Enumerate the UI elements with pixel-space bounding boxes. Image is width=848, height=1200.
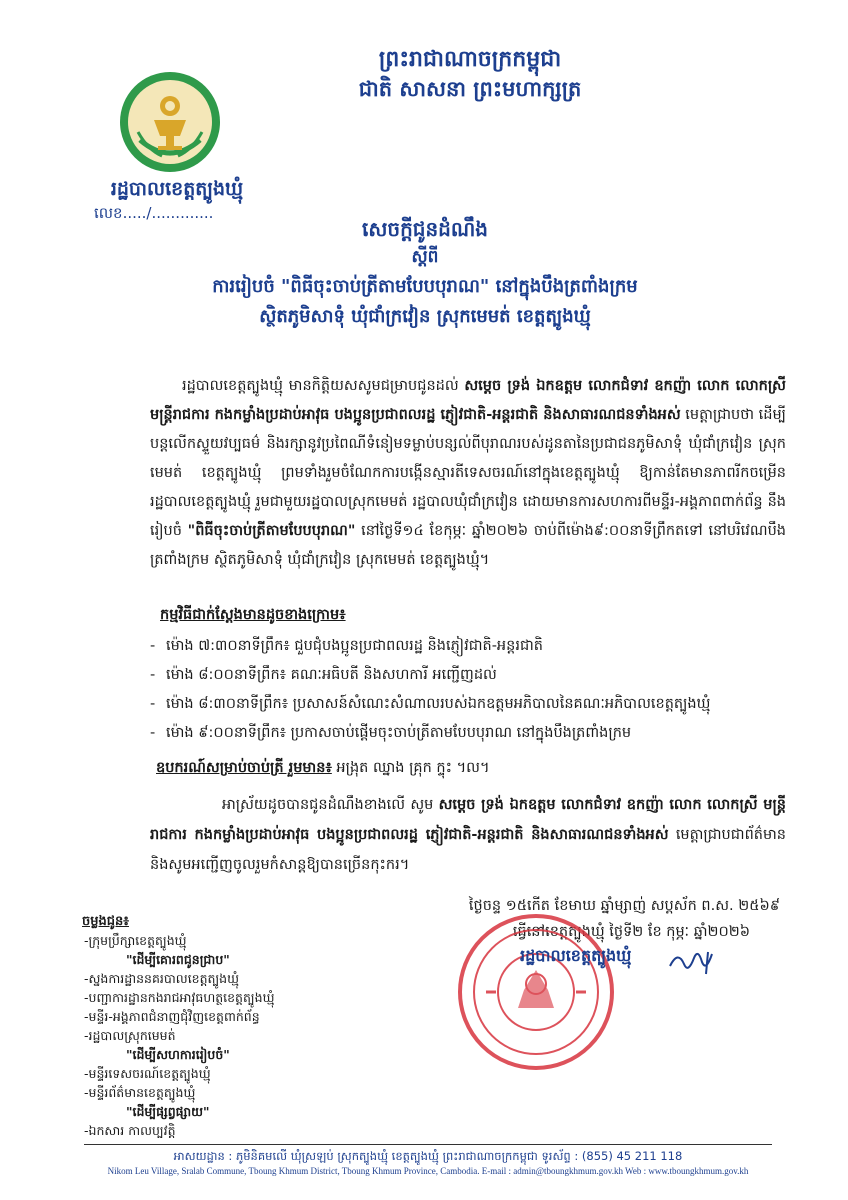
signatory-name: រដ្ឋបាលខេត្តត្បូងឃ្មុំ [520,946,632,965]
program-list [150,632,790,748]
program-item: - ម៉ោង ៨:៣០នាទីព្រឹក៖ ប្រសាសន៍សំណេះសំណាលរបស់ឯកឧត្តមអភិបាលនៃគណៈអភិបាលខេត្តត្បូងឃ្មុំ [150,696,711,712]
recipient-item: -ឯកសារ កាលប្បវត្តិ [84,1123,176,1138]
handwritten-signature [666,944,726,984]
body-addressees: សម្តេច ទ្រង់ ឯកឧត្តម លោកជំទាវ ឧកញ៉ា លោក លោកស្រី មន្ត្រីរាជការ កងកម្លាំងប្រដាប់អាវុធ បងប្អូនប្រជាពលរដ្ឋ ភ្ញៀវជាតិ-អន្តរជាតិ និងសាធារណជនទាំងអស់ [150,378,786,423]
equipment-line [156,754,490,782]
footer-address-khmer: អាសយដ្ឋាន : ភូមិនិគមលើ ឃុំស្រឡប់ ស្រុកត្បូងឃ្មុំ ខេត្តត្បូងឃ្មុំ ព្រះរាជាណាចក្រកម្ពុជា ទូរស័ព្ទ : (855) 45 211 118 [173,1149,683,1163]
program-item: - ម៉ោង ៩:០០នាទីព្រឹក៖ ប្រកាសចាប់ផ្តើមចុះចាប់ត្រីតាមបែបបុរាណ នៅក្នុងបឹងត្រពាំងក្រម [150,725,632,741]
solar-date: ធ្វើនៅខេត្តត្បូងឃ្មុំ ថ្ងៃទី២ ខែ កុម្ភៈ ឆ្នាំ២០២៦ [512,924,750,940]
closing-addressees: សម្តេច ទ្រង់ ឯកឧត្តម លោកជំទាវ ឧកញ៉ា លោក លោកស្រី មន្ត្រីរាជការ កងកម្លាំងប្រដាប់អាវុធ បងប្អូនប្រជាពលរដ្ឋ ភ្ញៀវជាតិ-អន្តរជាតិ និងសាធារណជនទាំងអស់ [150,797,786,843]
closing-request: មេត្តាជ្រាបជាព័ត៌មាន និងសូមអញ្ជើញចូលរួមកំសាន្តឱ្យបានច្រើនកុះករ។ [150,827,786,873]
recipient-group-label: "ដើម្បីគោរពជូនជ្រាប" [126,952,230,967]
equipment-items: អង្រុត ឈ្នាង គ្រុក ក្ទុះ ។ល។ [331,760,490,776]
recipient-item: -មន្ទីរ-អង្គភាពជំនាញជុំវិញខេត្តពាក់ព័ន្ធ [84,1009,260,1024]
kingdom-header [300,44,640,104]
recipient-group-label: "ដើម្បីផ្សព្វផ្សាយ" [126,1104,210,1119]
footer-address-english: Nikom Leu Village, Sralab Commune, Tboung Khmum District, Tboung Khmum Province, Cambodia. E-mail : admin@tboungkhmum.gov.kh Web : www.tboungkhmum.gov.kh [107,1166,749,1176]
closing-intro: អាស្រ័យដូចបានជូនដំណឹងខាងលើ សូម [222,797,439,813]
recipient-item: -ស្នងការដ្ឋាននគរបាលខេត្តត្បូងឃ្មុំ [84,971,240,986]
recipient-item: -មន្ទីរព័ត៌មានខេត្តត្បូងឃ្មុំ [84,1085,196,1100]
announcement-body [150,372,786,575]
closing-paragraph [150,790,786,880]
recipients-heading: ចម្លងជូន៖ [82,914,129,929]
program-heading: កម្មវិធីជាក់ស្តែងមានដូចខាងក្រោម៖ [160,607,346,623]
document-subject-line-2: ស្ថិតភូមិសាទុំ ឃុំជាំក្រវៀន ស្រុកមេមត់ ខេត្តត្បូងឃ្មុំ [259,306,591,327]
equipment-heading: ឧបករណ៍សម្រាប់ចាប់ត្រី រួមមាន៖ [156,760,332,776]
body-purpose: មេត្តាជ្រាបថា ដើម្បីបន្តលើកស្ទួយវប្បធម៌ និងរក្សានូវប្រពៃណីទំនៀមទម្លាប់បន្សល់ពីបុរាណរបស់ដូនតានៃប្រជាជនភូមិសាទុំ ឃុំជាំក្រវៀន ស្រុកមេមត់ ខេត្តត្បូងឃ្មុំ ព្រមទាំងរួមចំណែកការបង្កើនស្មារតីទេសចរណ៍នៅក្នុងខេត្តត្បូងឃ្មុំ ឱ្យកាន់តែមានភាពរីកចម្រើន រដ្ឋបាលខេត្តត្បូងឃ្មុំ រួមជាមួយរដ្ឋបាលស្រុកមេមត់ រដ្ឋបាលឃុំជាំក្រវៀន ដោយមានការសហការពីមន្ទីរ-អង្គភាពពាក់ព័ន្ធ នឹងរៀបចំ [150,407,786,539]
document-subject-label: ស្តីពី [411,247,439,267]
lunar-date: ថ្ងៃចន្ទ ១៥កើត ខែមាឃ ឆ្នាំម្សាញ់ សប្តស័ក ព.ស. ២៥៦៩ [468,898,780,914]
document-title: សេចក្តីជូនដំណឹង [362,217,488,241]
national-motto: ជាតិ សាសនា ព្រះមហាក្សត្រ [358,76,582,101]
body-event-details: នៅថ្ងៃទី១៤ ខែកុម្ភៈ ឆ្នាំ២០២៦ ចាប់ពីម៉ោង៩:០០នាទីព្រឹកតទៅ នៅបរិវេណបឹងត្រពាំងក្រម ស្ថិតភូមិសាទុំ ឃុំជាំក្រវៀន ស្រុកមេមត់ ខេត្តត្បូងឃ្មុំ។ [150,523,786,568]
recipient-item: -មន្ទីរទេសចរណ៍ខេត្តត្បូងឃ្មុំ [84,1066,211,1081]
recipients-list [82,912,382,1140]
official-seal [456,912,616,1072]
body-event-name: "ពិធីចុះចាប់ត្រីតាមបែបបុរាណ" [187,523,356,539]
issuing-authority: រដ្ឋបាលខេត្តត្បូងឃ្មុំ [110,178,244,200]
recipient-item: -ក្រុមប្រឹក្សាខេត្តត្បូងឃ្មុំ [84,933,187,948]
kingdom-name: ព្រះរាជាណាចក្រកម្ពុជា [378,46,562,72]
footer-divider [84,1144,772,1145]
program-item: - ម៉ោង ៨:០០នាទីព្រឹក៖ គណៈអធិបតី និងសហការី អញ្ជើញដល់ [150,667,497,683]
document-title-block [120,214,730,332]
body-intro: រដ្ឋបាលខេត្តត្បូងឃ្មុំ មានកិត្តិយសសូមជម្រាបជូនដល់ [182,378,465,394]
recipient-group-label: "ដើម្បីសហការរៀបចំ" [126,1047,230,1062]
provincial-logo [118,70,222,174]
recipient-item: -រដ្ឋបាលស្រុកមេមត់ [84,1028,176,1043]
program-item: - ម៉ោង ៧:៣០នាទីព្រឹក៖ ជួបជុំបងប្អូនប្រជាពលរដ្ឋ និងភ្ញៀវជាតិ-អន្តរជាតិ [150,638,543,654]
reference-number: លេខ...../............. [94,204,214,222]
announcement-paragraph [150,372,786,575]
recipient-item: -បញ្ជាការដ្ឋានកងរាជអាវុធហត្ថខេត្តត្បូងឃ្មុំ [84,990,275,1005]
document-subject-line-1: ការរៀបចំ "ពិធីចុះចាប់ត្រីតាមបែបបុរាណ" នៅក្នុងបឹងត្រពាំងក្រម [212,276,638,297]
